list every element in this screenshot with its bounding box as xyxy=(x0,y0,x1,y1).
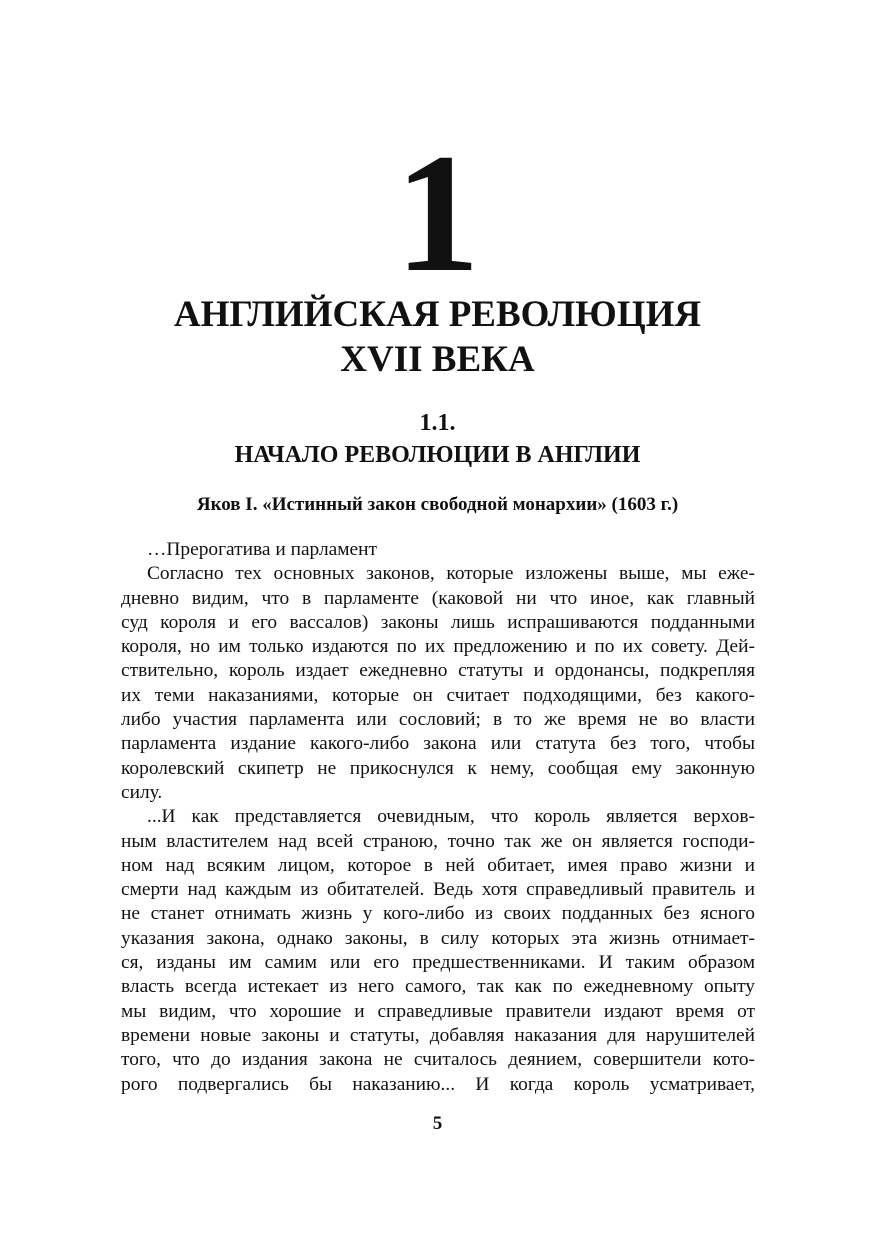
text-line: рого подвергались бы наказанию... И когда король усматривает, xyxy=(121,1073,755,1095)
document-title: Яков I. «Истинный закон свободной монархии» (1603 г.) xyxy=(196,494,679,515)
body-text xyxy=(121,538,755,1097)
text-line: королевский скипетр не прикоснулся к нему, сообщая ему законную xyxy=(121,757,755,779)
text-line: …Прерогатива и парламент xyxy=(147,539,378,560)
chapter-title-line: XVII ВЕКА xyxy=(340,339,535,380)
text-line: короля, но им только издаются по их предложению и по их совету. Дей- xyxy=(121,636,755,658)
page-number: 5 xyxy=(432,1113,443,1134)
text-line: ным властителем над всей страною, точно так же он является господи- xyxy=(121,830,755,852)
text-line: времени новые законы и статуты, добавляя наказания для нарушителей xyxy=(121,1024,755,1046)
text-line: того, что до издания закона не считалось деянием, совершители кото- xyxy=(121,1049,755,1071)
text-line: Согласно тех основных законов, которые изложены выше, мы еже- xyxy=(147,563,755,585)
section-title: НАЧАЛО РЕВОЛЮЦИИ В АНГЛИИ xyxy=(234,442,641,468)
text-line: ...И как представляется очевидным, что король является верхов- xyxy=(147,806,755,828)
text-line: либо участия парламента или сословий; в то же время не во власти xyxy=(121,709,755,731)
text-line: суд короля и его вассалов) законы лишь испрашиваются подданными xyxy=(121,611,755,633)
text-line: не станет отнимать жизнь у кого-либо из своих подданных без ясного xyxy=(121,903,755,925)
text-line: мы видим, что хорошие и справедливые правители издают время от xyxy=(121,1000,755,1022)
text-line: парламента издание какого-либо закона или статута без того, чтобы xyxy=(121,733,755,755)
text-line: дневно видим, что в парламенте (каковой ни что иное, как главный xyxy=(121,587,755,609)
text-line: ном над всяким лицом, которое в ней обитает, имея право жизни и xyxy=(121,854,755,876)
text-line: их теми наказаниями, которые он считает подходящими, без какого- xyxy=(121,684,755,706)
text-line: указания закона, однако законы, в силу которых эта жизнь отнимает- xyxy=(121,927,755,949)
text-line: смерти над каждым из обитателей. Ведь хотя справедливый правитель и xyxy=(121,879,755,901)
text-line: ся, изданы им самим или его предшественниками. И таким образом xyxy=(121,952,755,974)
chapter-title-line: АНГЛИЙСКАЯ РЕВОЛЮЦИЯ xyxy=(173,294,702,335)
section-number: 1.1. xyxy=(419,410,456,436)
chapter-number: 1 xyxy=(395,119,480,307)
text-line: ствительно, король издает ежедневно статуты и ордонансы, подкрепляя xyxy=(121,660,755,682)
text-line: власть всегда истекает из него самого, так как по ежедневному опыту xyxy=(121,976,755,998)
text-line: силу. xyxy=(121,781,163,803)
chapter-title xyxy=(0,292,875,382)
